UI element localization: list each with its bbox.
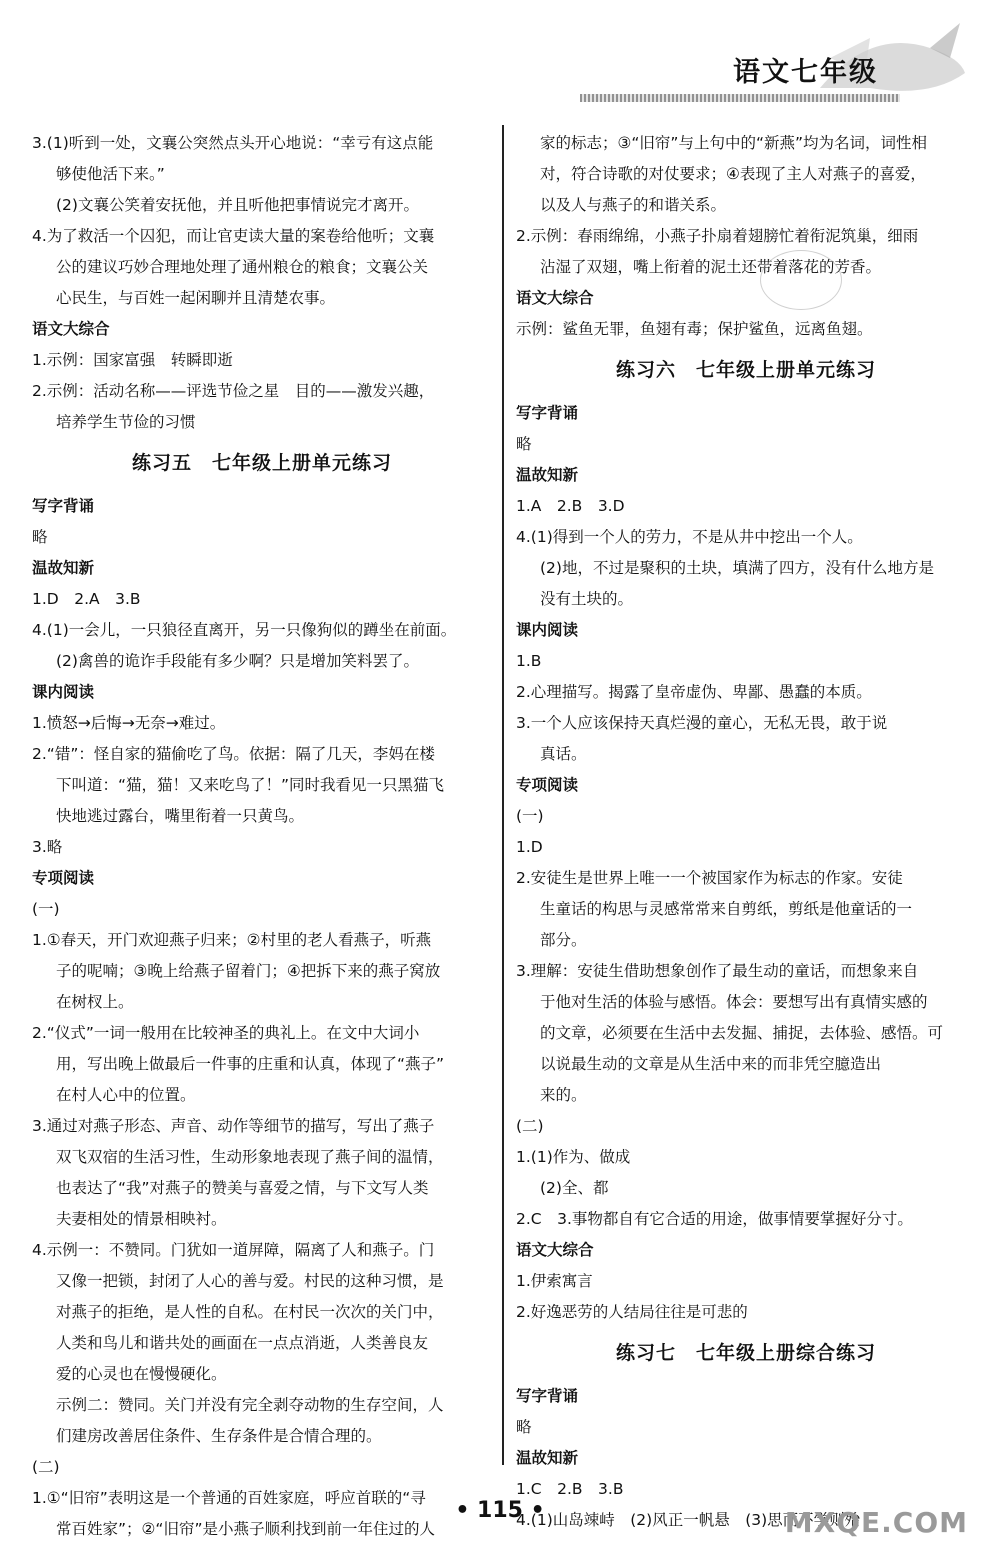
answer-line: 2.心理描写。揭露了皇帝虚伪、卑鄙、愚蠢的本质。 (516, 683, 872, 701)
answer-line: (二) (32, 1458, 60, 1476)
section-heading: 专项阅读 (516, 776, 579, 794)
section-heading: 语文大综合 (516, 1241, 594, 1259)
section-heading: 温故知新 (516, 466, 579, 484)
answer-line: 2.“错”：怪自家的猫偷吃了鸟。依据：隔了几天，李妈在楼 (32, 745, 435, 763)
answer-line: 又像一把锁，封闭了人心的善与爱。村民的这种习惯，是 (56, 1272, 444, 1290)
answer-line: 心民生，与百姓一起闲聊并且清楚农事。 (56, 289, 336, 307)
section-heading: 专项阅读 (32, 869, 95, 887)
exercise-title: 练习七 七年级上册综合练习 (615, 1342, 876, 1364)
answer-line: 爱的心灵也在慢慢硬化。 (56, 1365, 227, 1383)
answer-line: 4.(1)得到一个人的劳力，不是从井中挖出一个人。 (516, 528, 863, 546)
exercise-title: 练习五 七年级上册单元练习 (131, 452, 392, 474)
stamp-mark-icon (760, 250, 842, 310)
answer-line: 子的呢喃；③晚上给燕子留着门；④把拆下来的燕子窝放 (56, 962, 441, 980)
subject-title: 语文七年级 (733, 57, 878, 88)
answer-line: 人类和鸟儿和谐共处的画面在一点点消逝，人类善良友 (56, 1334, 429, 1352)
answer-line: 4.示例一：不赞同。门犹如一道屏障，隔离了人和燕子。门 (32, 1241, 435, 1259)
answer-line: 示例：鲨鱼无罪，鱼翅有毒；保护鲨鱼，远离鱼翅。 (516, 320, 873, 338)
answer-line: (2)全、都 (540, 1179, 609, 1197)
answer-line: 略 (516, 435, 532, 453)
answer-line: 2.安徒生是世界上唯一一个被国家作为标志的作家。安徒 (516, 869, 903, 887)
answer-line: 对，符合诗歌的对仗要求；④表现了主人对燕子的喜爱， (540, 165, 926, 183)
header-rule (580, 94, 900, 102)
answer-line: 4.(1)山岛竦峙 (2)风正一帆悬 (3)思而不学则殆 (516, 1511, 861, 1529)
answer-line: 常百姓家”；②“旧帘”是小燕子顺利找到前一年住过的人 (56, 1520, 435, 1538)
answer-line: 在树杈上。 (56, 993, 134, 1011)
answer-line: 1.愤怒→后悔→无奈→难过。 (32, 714, 226, 732)
answer-line: (2)文襄公笑着安抚他，并且听他把事情说完才离开。 (56, 196, 419, 214)
answer-line: 3.略 (32, 838, 63, 856)
answer-line: 以说最生动的文章是从生活中来的而非凭空臆造出 (540, 1055, 882, 1073)
answer-line: 示例二：赞同。关门并没有完全剥夺动物的生存空间，人 (56, 1396, 444, 1414)
answer-line: 培养学生节俭的习惯 (56, 413, 196, 431)
answer-line: 以及人与燕子的和谐关系。 (540, 196, 727, 214)
answer-line: 于他对生活的体验与感悟。体会：要想写出有真情实感的 (540, 993, 928, 1011)
answer-line: 1.C 2.B 3.B (516, 1480, 624, 1498)
answer-line: 家的标志；③“旧帘”与上句中的“新燕”均为名词，词性相 (540, 134, 928, 152)
answer-line: 沾湿了双翅，嘴上衔着的泥土还带着落花的芳香。 (540, 258, 882, 276)
answer-line: 对燕子的拒绝，是人性的自私。在村民一次次的关门中， (56, 1303, 444, 1321)
answer-line: 双飞双宿的生活习性，生动形象地表现了燕子间的温情， (56, 1148, 444, 1166)
section-heading: 温故知新 (32, 559, 95, 577)
answer-line: 没有土块的。 (540, 590, 634, 608)
answer-line: 用，写出晚上做最后一件事的庄重和认真，体现了“燕子” (56, 1055, 445, 1073)
answer-line: 1.①春天，开门欢迎燕子归来；②村里的老人看燕子，听燕 (32, 931, 432, 949)
answer-line: 1.D 2.A 3.B (32, 590, 141, 608)
answer-line: 4.(1)一会儿，一只狼径直离开，另一只像狗似的蹲坐在前面。 (32, 621, 457, 639)
answer-line: 真话。 (540, 745, 587, 763)
answer-line: 2.示例：春雨绵绵，小燕子扑扇着翅膀忙着衔泥筑巢，细雨 (516, 227, 919, 245)
section-heading: 课内阅读 (32, 683, 95, 701)
section-heading: 写字背诵 (516, 404, 579, 422)
section-heading: 语文大综合 (32, 320, 110, 338)
answer-line: 4.为了救活一个囚犯，而让官吏读大量的案卷给他听；文襄 (32, 227, 435, 245)
answer-line: (2)禽兽的诡诈手段能有多少啊？只是增加笑料罢了。 (56, 652, 419, 670)
answer-line: 1.(1)作为、做成 (516, 1148, 631, 1166)
answer-line: 3.理解：安徒生借助想象创作了最生动的童话，而想象来自 (516, 962, 919, 980)
answer-line: 也表达了“我”对燕子的赞美与喜爱之情，与下文写人类 (56, 1179, 429, 1197)
answer-line: 2.示例：活动名称——评选节俭之星 目的——激发兴趣， (32, 382, 435, 400)
column-divider (502, 125, 504, 1465)
answer-line: 1.A 2.B 3.D (516, 497, 625, 515)
answer-line: 1.伊索寓言 (516, 1272, 593, 1290)
answer-line: 2.“仪式”一词一般用在比较神圣的典礼上。在文中大词小 (32, 1024, 420, 1042)
section-heading: 语文大综合 (516, 289, 594, 307)
answer-line: 1.D (516, 838, 543, 856)
answer-line: 夫妻相处的情景相映衬。 (56, 1210, 227, 1228)
answer-line: 1.①“旧帘”表明这是一个普通的百姓家庭，呼应首联的“寻 (32, 1489, 426, 1507)
watermark: MXQE.COM (784, 1506, 968, 1539)
section-heading: 课内阅读 (516, 621, 579, 639)
answer-line: 公的建议巧妙合理地处理了通州粮仓的粮食；文襄公关 (56, 258, 429, 276)
left-column (32, 128, 492, 1545)
answer-line: 快地逃过露台，嘴里衔着一只黄鸟。 (56, 807, 305, 825)
answer-line: 略 (32, 528, 48, 546)
answer-line: 3.(1)听到一处，文襄公突然点头开心地说：“幸亏有这点能 (32, 134, 434, 152)
answer-line: 略 (516, 1418, 532, 1436)
right-column (516, 128, 976, 1536)
answer-line: 下叫道：“猫，猫！又来吃鸟了！”同时我看见一只黑猫飞 (56, 776, 445, 794)
answer-line: 来的。 (540, 1086, 587, 1104)
section-heading: 温故知新 (516, 1449, 579, 1467)
answer-line: (2)地，不过是聚积的土块，填满了四方，没有什么地方是 (540, 559, 934, 577)
answer-line: 够使他活下来。” (56, 165, 165, 183)
answer-line: 的文章，必须要在生活中去发掘、捕捉，去体验、感悟。可 (540, 1024, 944, 1042)
answer-line: (一) (516, 807, 544, 825)
answer-line: 生童话的构思与灵感常常来自剪纸，剪纸是他童话的一 (540, 900, 913, 918)
answer-line: 1.示例：国家富强 转瞬即逝 (32, 351, 233, 369)
page-header (0, 0, 1000, 110)
exercise-title: 练习六 七年级上册单元练习 (615, 359, 876, 381)
answer-line: 3.通过对燕子形态、声音、动作等细节的描写，写出了燕子 (32, 1117, 435, 1135)
answer-line: 2.C 3.事物都自有它合适的用途，做事情要掌握好分寸。 (516, 1210, 913, 1228)
answer-line: (一) (32, 900, 60, 918)
section-heading: 写字背诵 (516, 1387, 579, 1405)
page-number: • 115 • (455, 1498, 545, 1523)
section-heading: 写字背诵 (32, 497, 95, 515)
answer-line: (二) (516, 1117, 544, 1135)
answer-line: 2.好逸恶劳的人结局往往是可悲的 (516, 1303, 748, 1321)
answer-line: 在村人心中的位置。 (56, 1086, 196, 1104)
answer-line: 们建房改善居住条件、生存条件是合情合理的。 (56, 1427, 382, 1445)
answer-line: 3.一个人应该保持天真烂漫的童心，无私无畏，敢于说 (516, 714, 888, 732)
answer-line: 部分。 (540, 931, 587, 949)
answer-line: 1.B (516, 652, 542, 670)
